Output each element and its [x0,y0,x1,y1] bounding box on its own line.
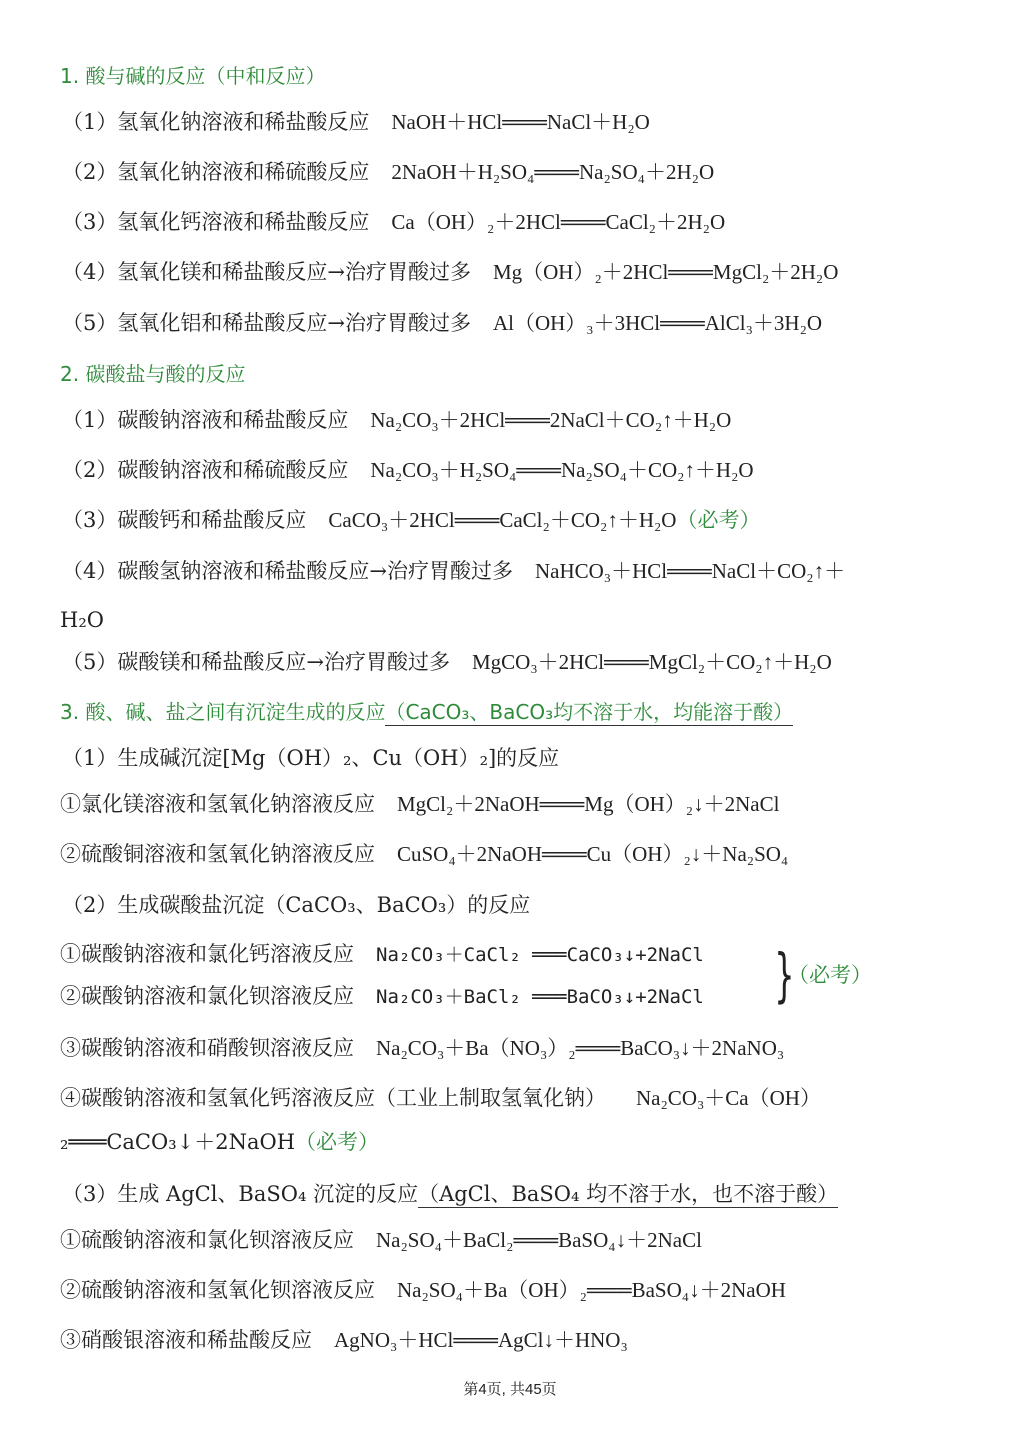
must-test-note: （必考） [676,508,761,532]
section-3-title-note: （CaCO₃、BaCO₃均不溶于水，均能溶于酸） [385,700,794,724]
subsection-title: （2）生成碳酸盐沉淀（CaCO₃、BaCO₃）的反应 [62,893,531,917]
reaction-equation: AgNO₃＋HCl═══AgCl↓＋HNO₃ [334,1328,628,1352]
reaction-description: （4）氢氧化镁和稀盐酸反应→治疗胃酸过多 [62,260,471,284]
reaction-line [60,1035,784,1061]
reaction-line [62,159,714,185]
reaction-description: （5）碳酸镁和稀盐酸反应→治疗胃酸过多 [62,650,450,674]
reaction-equation: NaHCO₃＋HCl═══NaCl＋CO₂↑＋ [534,559,846,583]
reaction-line [62,507,760,533]
reaction-description: ①碳酸钠溶液和氯化钙溶液反应 [60,942,354,966]
reaction-line [60,983,704,1010]
section-2-title: 2. 碳酸盐与酸的反应 [60,362,246,386]
reaction-line [62,209,725,235]
reaction-description: ②硫酸铜溶液和氢氧化钠溶液反应 [60,842,375,866]
reaction-equation: Mg（OH）₂＋2HCl═══MgCl₂＋2H₂O [492,260,839,284]
subsection-title-note: （AgCl、BaSO₄ 均不溶于水，也不溶于酸） [418,1182,839,1206]
reaction-equation: Na₂CO₃＋CaCl₂ ═══CaCO₃↓+2NaCl [376,944,704,966]
reaction-equation: Na₂SO₄＋BaCl₂═══BaSO₄↓＋2NaCl [376,1228,702,1252]
reaction-equation: 2NaOH＋H₂SO₄═══Na₂SO₄＋2H₂O [391,160,715,184]
reaction-equation: CuSO₄＋2NaOH═══Cu（OH）₂↓＋Na₂SO₄ [397,842,789,866]
reaction-line [60,1277,786,1303]
reaction-equation: Na₂CO₃＋BaCl₂ ═══BaCO₃↓+2NaCl [376,986,704,1008]
reaction-description: ②硫酸钠溶液和氢氧化钡溶液反应 [60,1278,375,1302]
reaction-line [60,1327,628,1353]
section-1-title: 1. 酸与碱的反应（中和反应） [60,64,326,88]
reaction-equation-cont: ₂═══CaCO₃↓＋2NaOH [60,1130,296,1154]
reaction-line [60,1085,821,1111]
reaction-equation: CaCO₃＋2HCl═══CaCl₂＋CO₂↑＋H₂O [328,508,677,532]
reaction-description: （2）氢氧化钠溶液和稀硫酸反应 [62,160,370,184]
subsection-title-main: （3）生成 AgCl、BaSO₄ 沉淀的反应 [62,1182,419,1206]
reaction-description: ①氯化镁溶液和氢氧化钠溶液反应 [60,792,375,816]
reaction-line [60,841,788,867]
reaction-equation: Ca（OH）₂＋2HCl═══CaCl₂＋2H₂O [391,210,726,234]
reaction-equation: Na₂CO₃＋Ba（NO₃）₂═══BaCO₃↓＋2NaNO₃ [376,1036,785,1060]
reaction-description: ①硫酸钠溶液和氯化钡溶液反应 [60,1228,354,1252]
reaction-equation: MgCO₃＋2HCl═══MgCl₂＋CO₂↑＋H₂O [471,650,832,674]
reaction-line [60,941,704,968]
reaction-continuation [60,1129,379,1155]
reaction-description: （2）碳酸钠溶液和稀硫酸反应 [62,458,349,482]
reaction-line [62,109,650,135]
must-test-note: （必考） [295,1130,380,1154]
reaction-equation: NaOH＋HCl═══NaCl＋H₂O [391,110,650,134]
page-footer: 第4页, 共45页 [463,1381,557,1398]
reaction-equation: Na₂CO₃＋2HCl═══2NaCl＋CO₂↑＋H₂O [370,408,732,432]
subsection-title: （1）生成碱沉淀[Mg（OH）₂、Cu（OH）₂]的反应 [62,746,560,770]
reaction-equation: Na₂CO₃＋H₂SO₄═══Na₂SO₄＋CO₂↑＋H₂O [370,458,754,482]
reaction-line [62,649,832,675]
reaction-continuation: H₂O [60,608,104,632]
reaction-equation: MgCl₂＋2NaOH═══Mg（OH）₂↓＋2NaCl [397,792,780,816]
reaction-line [60,1227,702,1253]
reaction-description: ②碳酸钠溶液和氯化钡溶液反应 [60,984,354,1008]
reaction-description: ③碳酸钠溶液和硝酸钡溶液反应 [60,1036,354,1060]
reaction-description: （1）氢氧化钠溶液和稀盐酸反应 [62,110,370,134]
reaction-equation: Na₂SO₄＋Ba（OH）₂═══BaSO₄↓＋2NaOH [397,1278,786,1302]
reaction-description: （1）碳酸钠溶液和稀盐酸反应 [62,408,349,432]
reaction-description: ④碳酸钠溶液和氢氧化钙溶液反应（工业上制取氢氧化钠） [60,1086,606,1110]
reaction-description: （5）氢氧化铝和稀盐酸反应→治疗胃酸过多 [62,311,471,335]
subsection-title [62,1181,838,1207]
reaction-description: ③硝酸银溶液和稀盐酸反应 [60,1328,312,1352]
reaction-description: （4）碳酸氢钠溶液和稀盐酸反应→治疗胃酸过多 [62,559,513,583]
reaction-equation: Na₂CO₃＋Ca（OH） [636,1086,821,1110]
must-test-note: （必考） [788,963,872,987]
section-3-title [60,699,793,725]
reaction-line [62,407,731,433]
reaction-line [62,457,754,483]
reaction-description: （3）碳酸钙和稀盐酸反应 [62,508,307,532]
reaction-line [62,310,822,336]
section-3-title-main: 3. 酸、碱、盐之间有沉淀生成的反应 [60,700,386,724]
reaction-line [62,259,838,285]
reaction-description: （3）氢氧化钙溶液和稀盐酸反应 [62,210,370,234]
reaction-line [60,791,779,817]
reaction-equation: Al（OH）₃＋3HCl═══AlCl₃＋3H₂O [492,311,823,335]
reaction-line [62,558,845,584]
brace-bracket: } [774,941,795,1009]
